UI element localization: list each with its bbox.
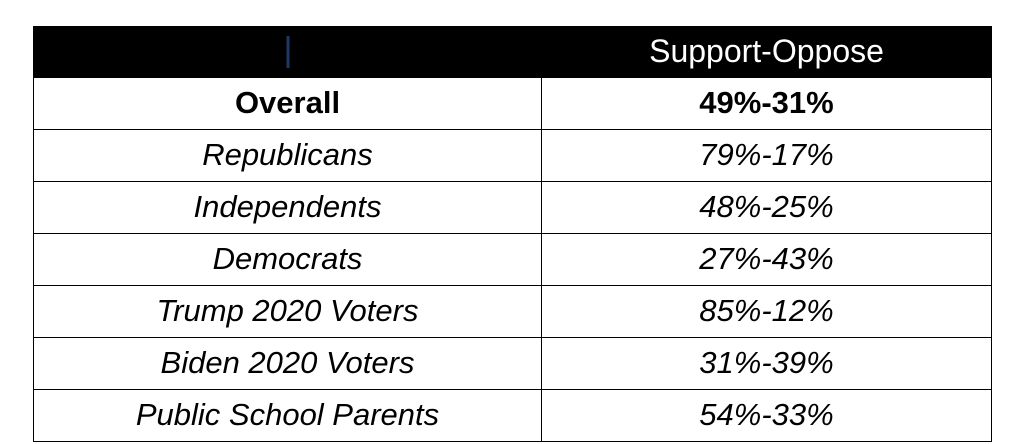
table-row <box>34 390 992 442</box>
row-label: Biden 2020 Voters <box>34 338 542 390</box>
table-row <box>34 286 992 338</box>
text-cursor-icon <box>286 36 289 68</box>
row-label: Independents <box>34 182 542 234</box>
row-value: 85%-12% <box>542 286 992 338</box>
row-value: 48%-25% <box>542 182 992 234</box>
row-label: Democrats <box>34 234 542 286</box>
row-label: Republicans <box>34 130 542 182</box>
row-label: Overall <box>34 78 542 130</box>
header-cell-support-oppose: Support-Oppose <box>542 27 992 78</box>
row-value: 54%-33% <box>542 390 992 442</box>
table-row <box>34 130 992 182</box>
table-row <box>34 78 992 130</box>
table-header-row <box>34 27 992 78</box>
row-label: Trump 2020 Voters <box>34 286 542 338</box>
header-cell-group <box>34 27 542 78</box>
poll-results-table <box>33 26 992 442</box>
row-label: Public School Parents <box>34 390 542 442</box>
table-row <box>34 338 992 390</box>
poll-table-container <box>33 26 991 442</box>
row-value: 27%-43% <box>542 234 992 286</box>
row-value: 79%-17% <box>542 130 992 182</box>
table-row <box>34 234 992 286</box>
row-value: 49%-31% <box>542 78 992 130</box>
table-row <box>34 182 992 234</box>
row-value: 31%-39% <box>542 338 992 390</box>
